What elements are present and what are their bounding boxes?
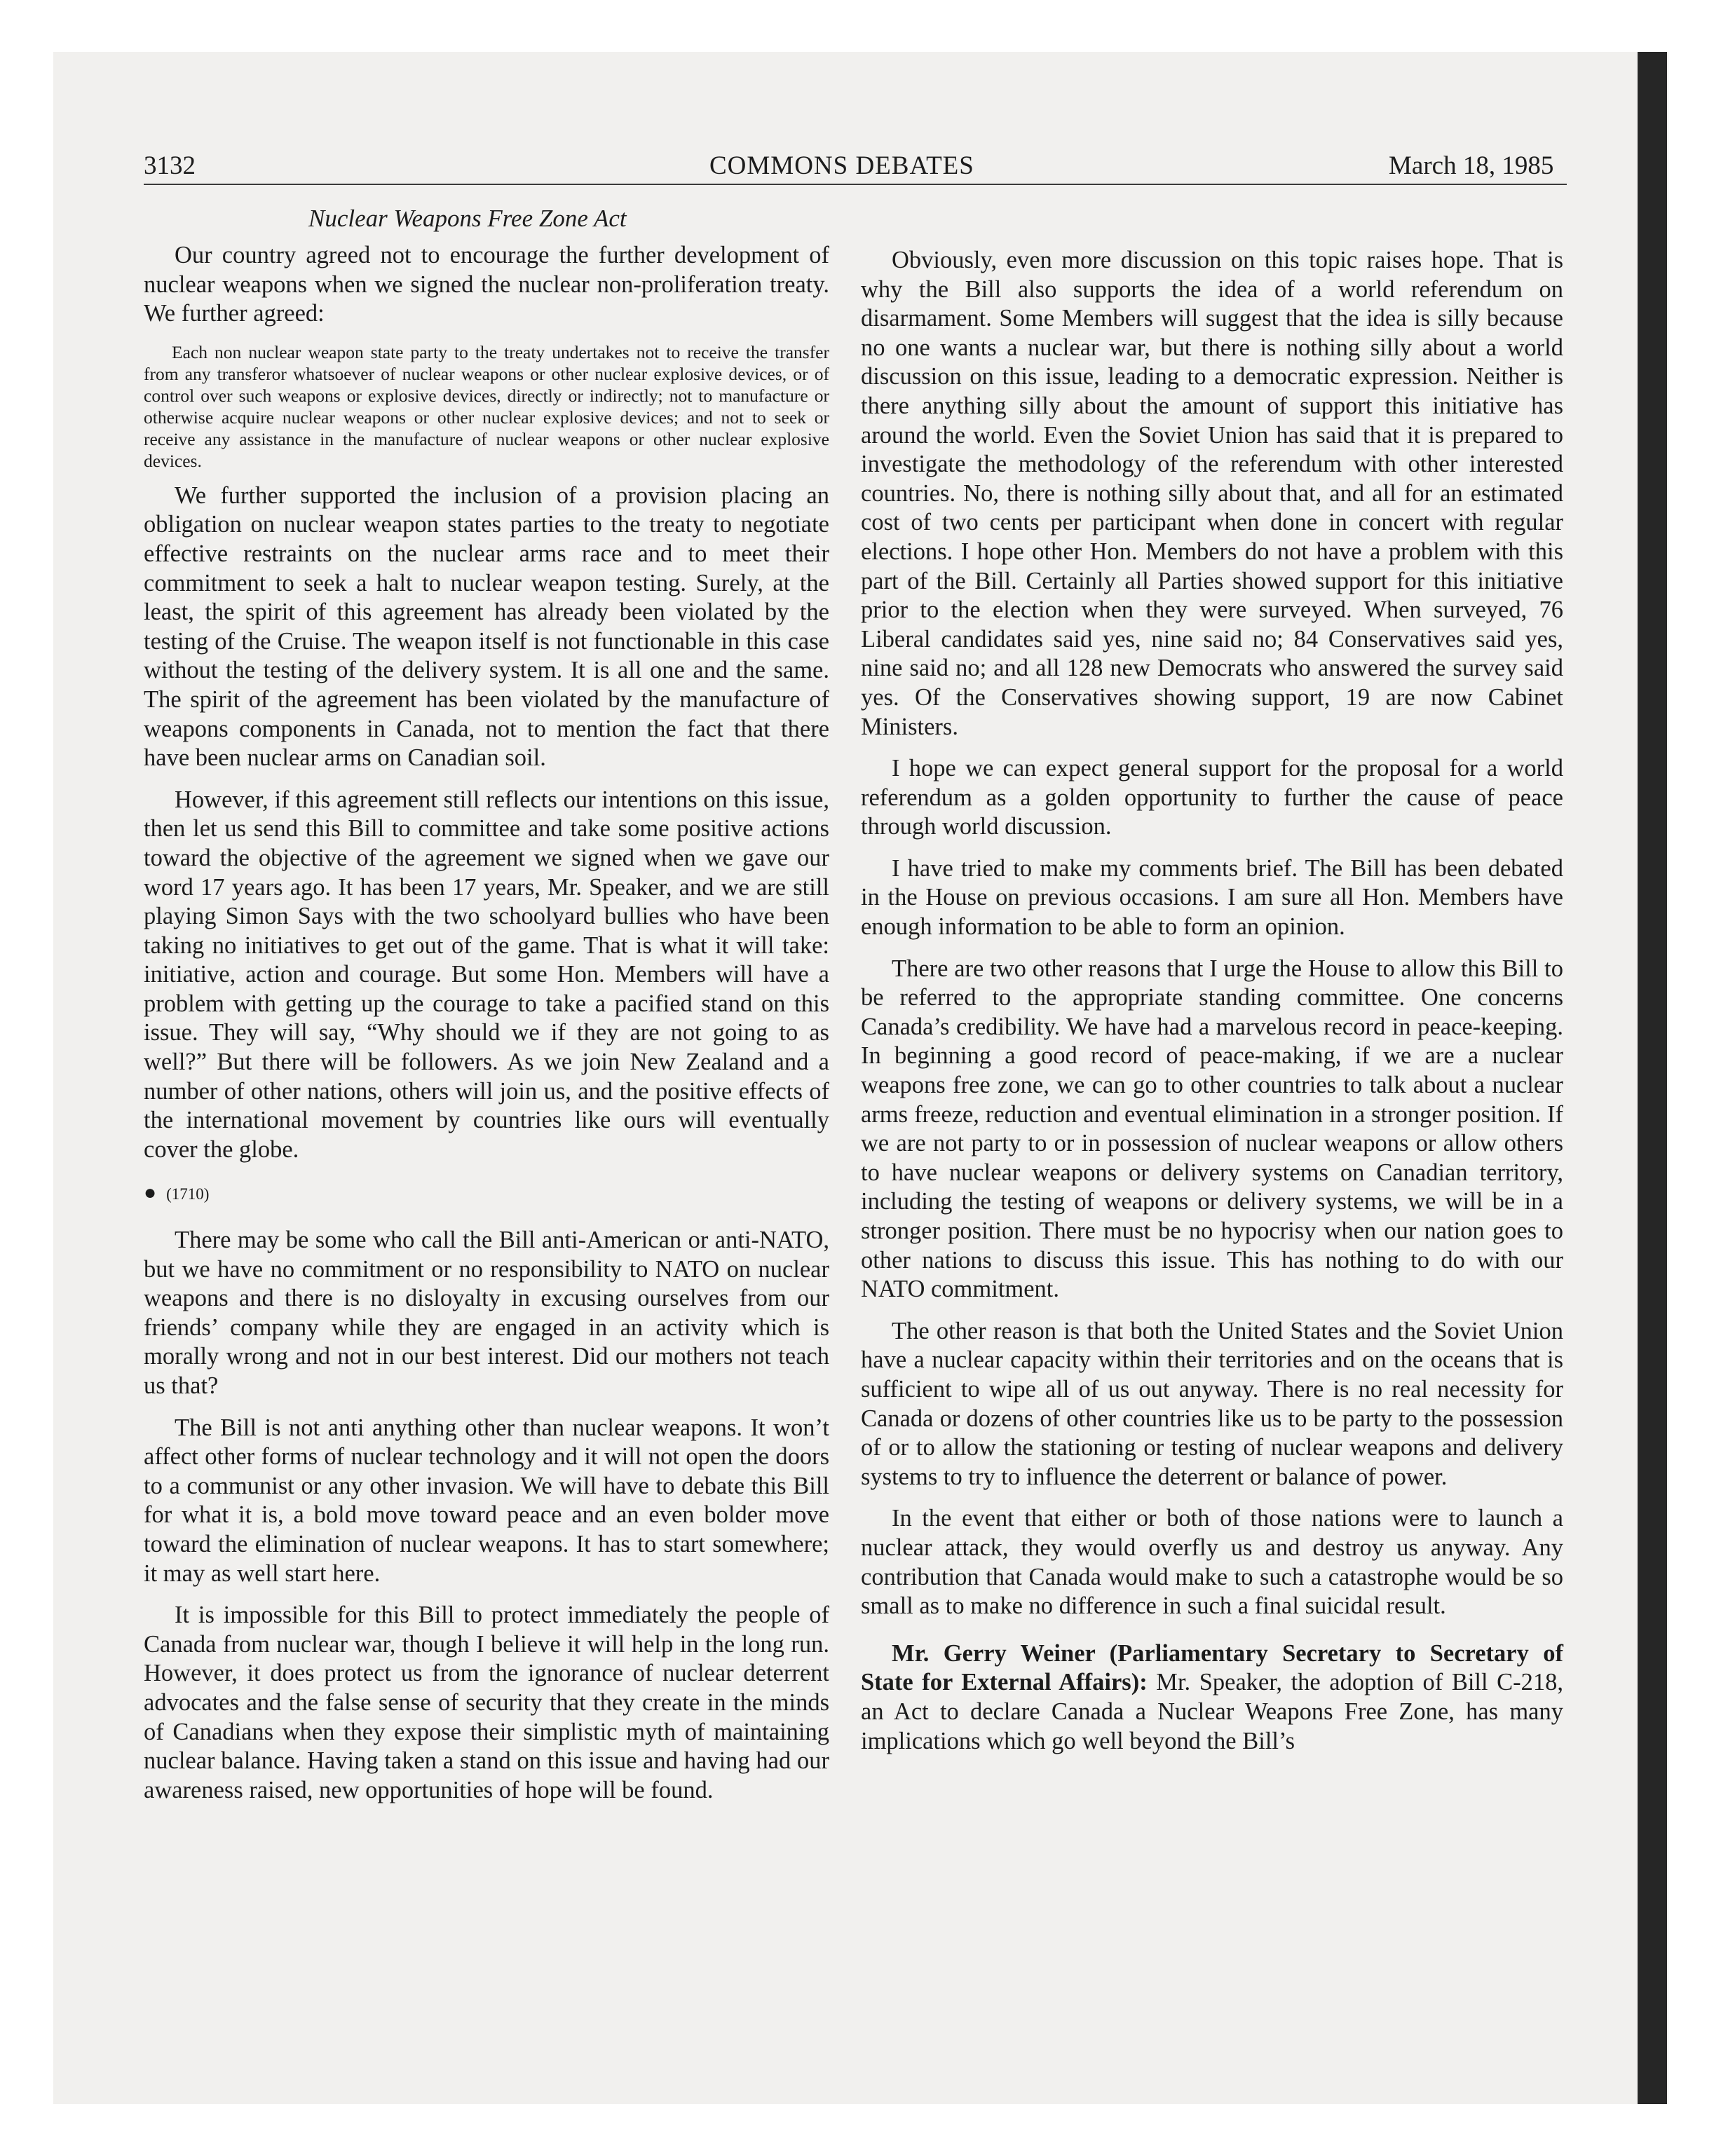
- paragraph: I hope we can expect general support for the proposal for a world referendum as a golden opportunity to further the cause of peace through world discussion.: [861, 755, 1563, 840]
- journal-title: COMMONS DEBATES: [709, 151, 974, 180]
- speaker-name: Mr. Gerry Weiner (Parliamentary Secretary to Secretary of State for External Affairs):: [861, 1639, 1563, 1696]
- bullet-icon: ●: [144, 1181, 157, 1205]
- paragraph: There are two other reasons that I urge the House to allow this Bill to be referred to the appropriate standing committee. One concerns Canada’s credibility. We have had a marvelous record in peace-keeping. In beginning a good record of peace-making, if we are a nuclear weapons free zone, we can go to other countries to talk about a nuclear arms freeze, reduction and eventual elimination in a stronger position. If we are not party to or in possession of nuclear weapons or allow others to have nuclear weapons or delivery systems on Canadian territory, including the testing of weapons or delivery systems, we will be in a stronger position. There must be no hypocrisy when our nation goes to other nations to discuss this issue. This has nothing to do with our NATO commitment.: [861, 955, 1563, 1303]
- paragraph: The Bill is not anti anything other than nuclear weapons. It won’t affect other forms of nuclear technology and it will not open the doors to a communist or any other invasion. We will have to debate this Bill for what it is, a bold move toward peace and an even bolder move toward the elimination of nuclear weapons. It has to start somewhere; it may as well start here.: [144, 1414, 829, 1587]
- page-number: 3132: [144, 151, 196, 180]
- paragraph: Obviously, even more discussion on this topic raises hope. That is why the Bill also supports the idea of a world referendum on disarmament. Some Members will suggest that the idea is silly because no one wants a nuclear war, but there is nothing silly about a world discussion on this issue, leading to a democratic expression. Neither is there anything silly about the amount of support this initiative has around the world. Even the Soviet Union has said that it is prepared to investigate the methodology of the referendum with other interested countries. No, there is nothing silly about that, and all for an estimated cost of two cents per participant when done in concert with regular elections. I hope other Hon. Members do not have a problem with this part of the Bill. Certainly all Parties showed support for this initiative prior to the election when they were surveyed. When surveyed, 76 Liberal candidates said yes, nine said no; 84 Conservatives said yes, nine said no; and all 128 new Democrats who answered the survey said yes. Of the Conservatives showing support, 19 are now Cabinet Ministers.: [861, 247, 1563, 740]
- paragraph: However, if this agreement still reflects our intentions on this issue, then let us send this Bill to committee and take some positive actions toward the objective of the agreement we signed when we gave our word 17 years ago. It has been 17 years, Mr. Speaker, and we are still playing Simon Says with the two schoolyard bullies who have been taking no initiatives to get out of the game. That is what it will take: initiative, action and courage. But some Hon. Members will have a problem with getting up the courage to take a pacified stand on this issue. They will say, “Why should we if they are not going to as well?” But there will be followers. As we join New Zealand and a number of other nations, others will join us, and the positive effects of the international movement by countries like ours will eventually cover the globe.: [144, 786, 829, 1163]
- time-marker-label: (1710): [166, 1185, 210, 1203]
- paragraph: We further supported the inclusion of a provision placing an obligation on nuclear weapon states parties to the treaty to negotiate effective restraints on the nuclear arms race and to meet their commitment to seek a halt to nuclear weapon testing. Surely, at the least, the spirit of this agreement has already been violated by the testing of the Cruise. The weapon itself is not functionable in this case without the testing of the delivery system. It is all one and the same. The spirit of the agreement has been violated by the manufacture of weapons components in Canada, not to mention the fact that there have been nuclear arms on Canadian soil.: [144, 482, 829, 772]
- right-column: [861, 246, 1563, 1768]
- time-marker: [144, 1178, 829, 1209]
- paragraph: I have tried to make my comments brief. The Bill has been debated in the House on previous occasions. I am sure all Hon. Members have enough information to be able to form an opinion.: [861, 854, 1563, 941]
- speech-paragraph: [861, 1639, 1563, 1756]
- paragraph: In the event that either or both of those nations were to launch a nuclear attack, they would overfly us and destroy us anyway. Any contribution that Canada would make to such a catastrophe would be so small as to make no difference in such a final suicidal result.: [861, 1505, 1563, 1620]
- paragraph: There may be some who call the Bill anti-American or anti-NATO, but we have no commitment or no responsibility to NATO on nuclear weapons and there is no disloyalty in excusing ourselves from our friends’ company while they are engaged in an activity which is morally wrong and not in our best interest. Did our mothers not teach us that?: [144, 1227, 829, 1399]
- paragraph: Our country agreed not to encourage the further development of nuclear weapons when we signed the nuclear non-proliferation treaty. We further agreed:: [144, 242, 829, 327]
- header-rule: [144, 184, 1567, 185]
- speech-text: Mr. Speaker, the adoption of Bill C-218, an Act to declare Canada a Nuclear Weapons Free Zone, has many implications which go well beyond the Bill’s: [861, 1669, 1563, 1754]
- paragraph: The other reason is that both the United States and the Soviet Union have a nuclear capacity within their territories and on the oceans that is sufficient to wipe all of us out anyway. There is no real necessity for Canada or dozens of other countries like us to be party to the possession of or to allow the stationing or testing of nuclear weapons and delivery systems to try to influence the deterrent or balance of power.: [861, 1317, 1563, 1490]
- scan-edge-shadow: [1638, 52, 1667, 2104]
- left-column: [144, 241, 829, 1817]
- treaty-quote: Each non nuclear weapon state party to the treaty undertakes not to receive the transfer from any transferor whatsoever of nuclear weapons or other nuclear explosive devices, or of control over such weapons or explosive devices, directly or indirectly; not to manufacture or otherwise acquire nuclear weapons or other nuclear explosive devices; and not to seek or receive any assistance in the manufacture of nuclear weapons or other nuclear explosive devices.: [144, 341, 829, 471]
- section-title: Nuclear Weapons Free Zone Act: [308, 205, 627, 232]
- paragraph: It is impossible for this Bill to protect immediately the people of Canada from nuclear war, though I believe it will help in the long run. However, it does protect us from the ignorance of nuclear deterrent advocates and the false sense of security that they create in the minds of Canadians when they expose their simplistic myth of maintaining nuclear balance. Having taken a stand on this issue and having had our awareness raised, new opportunities of hope will be found.: [144, 1602, 829, 1803]
- page-date: March 18, 1985: [1389, 151, 1554, 180]
